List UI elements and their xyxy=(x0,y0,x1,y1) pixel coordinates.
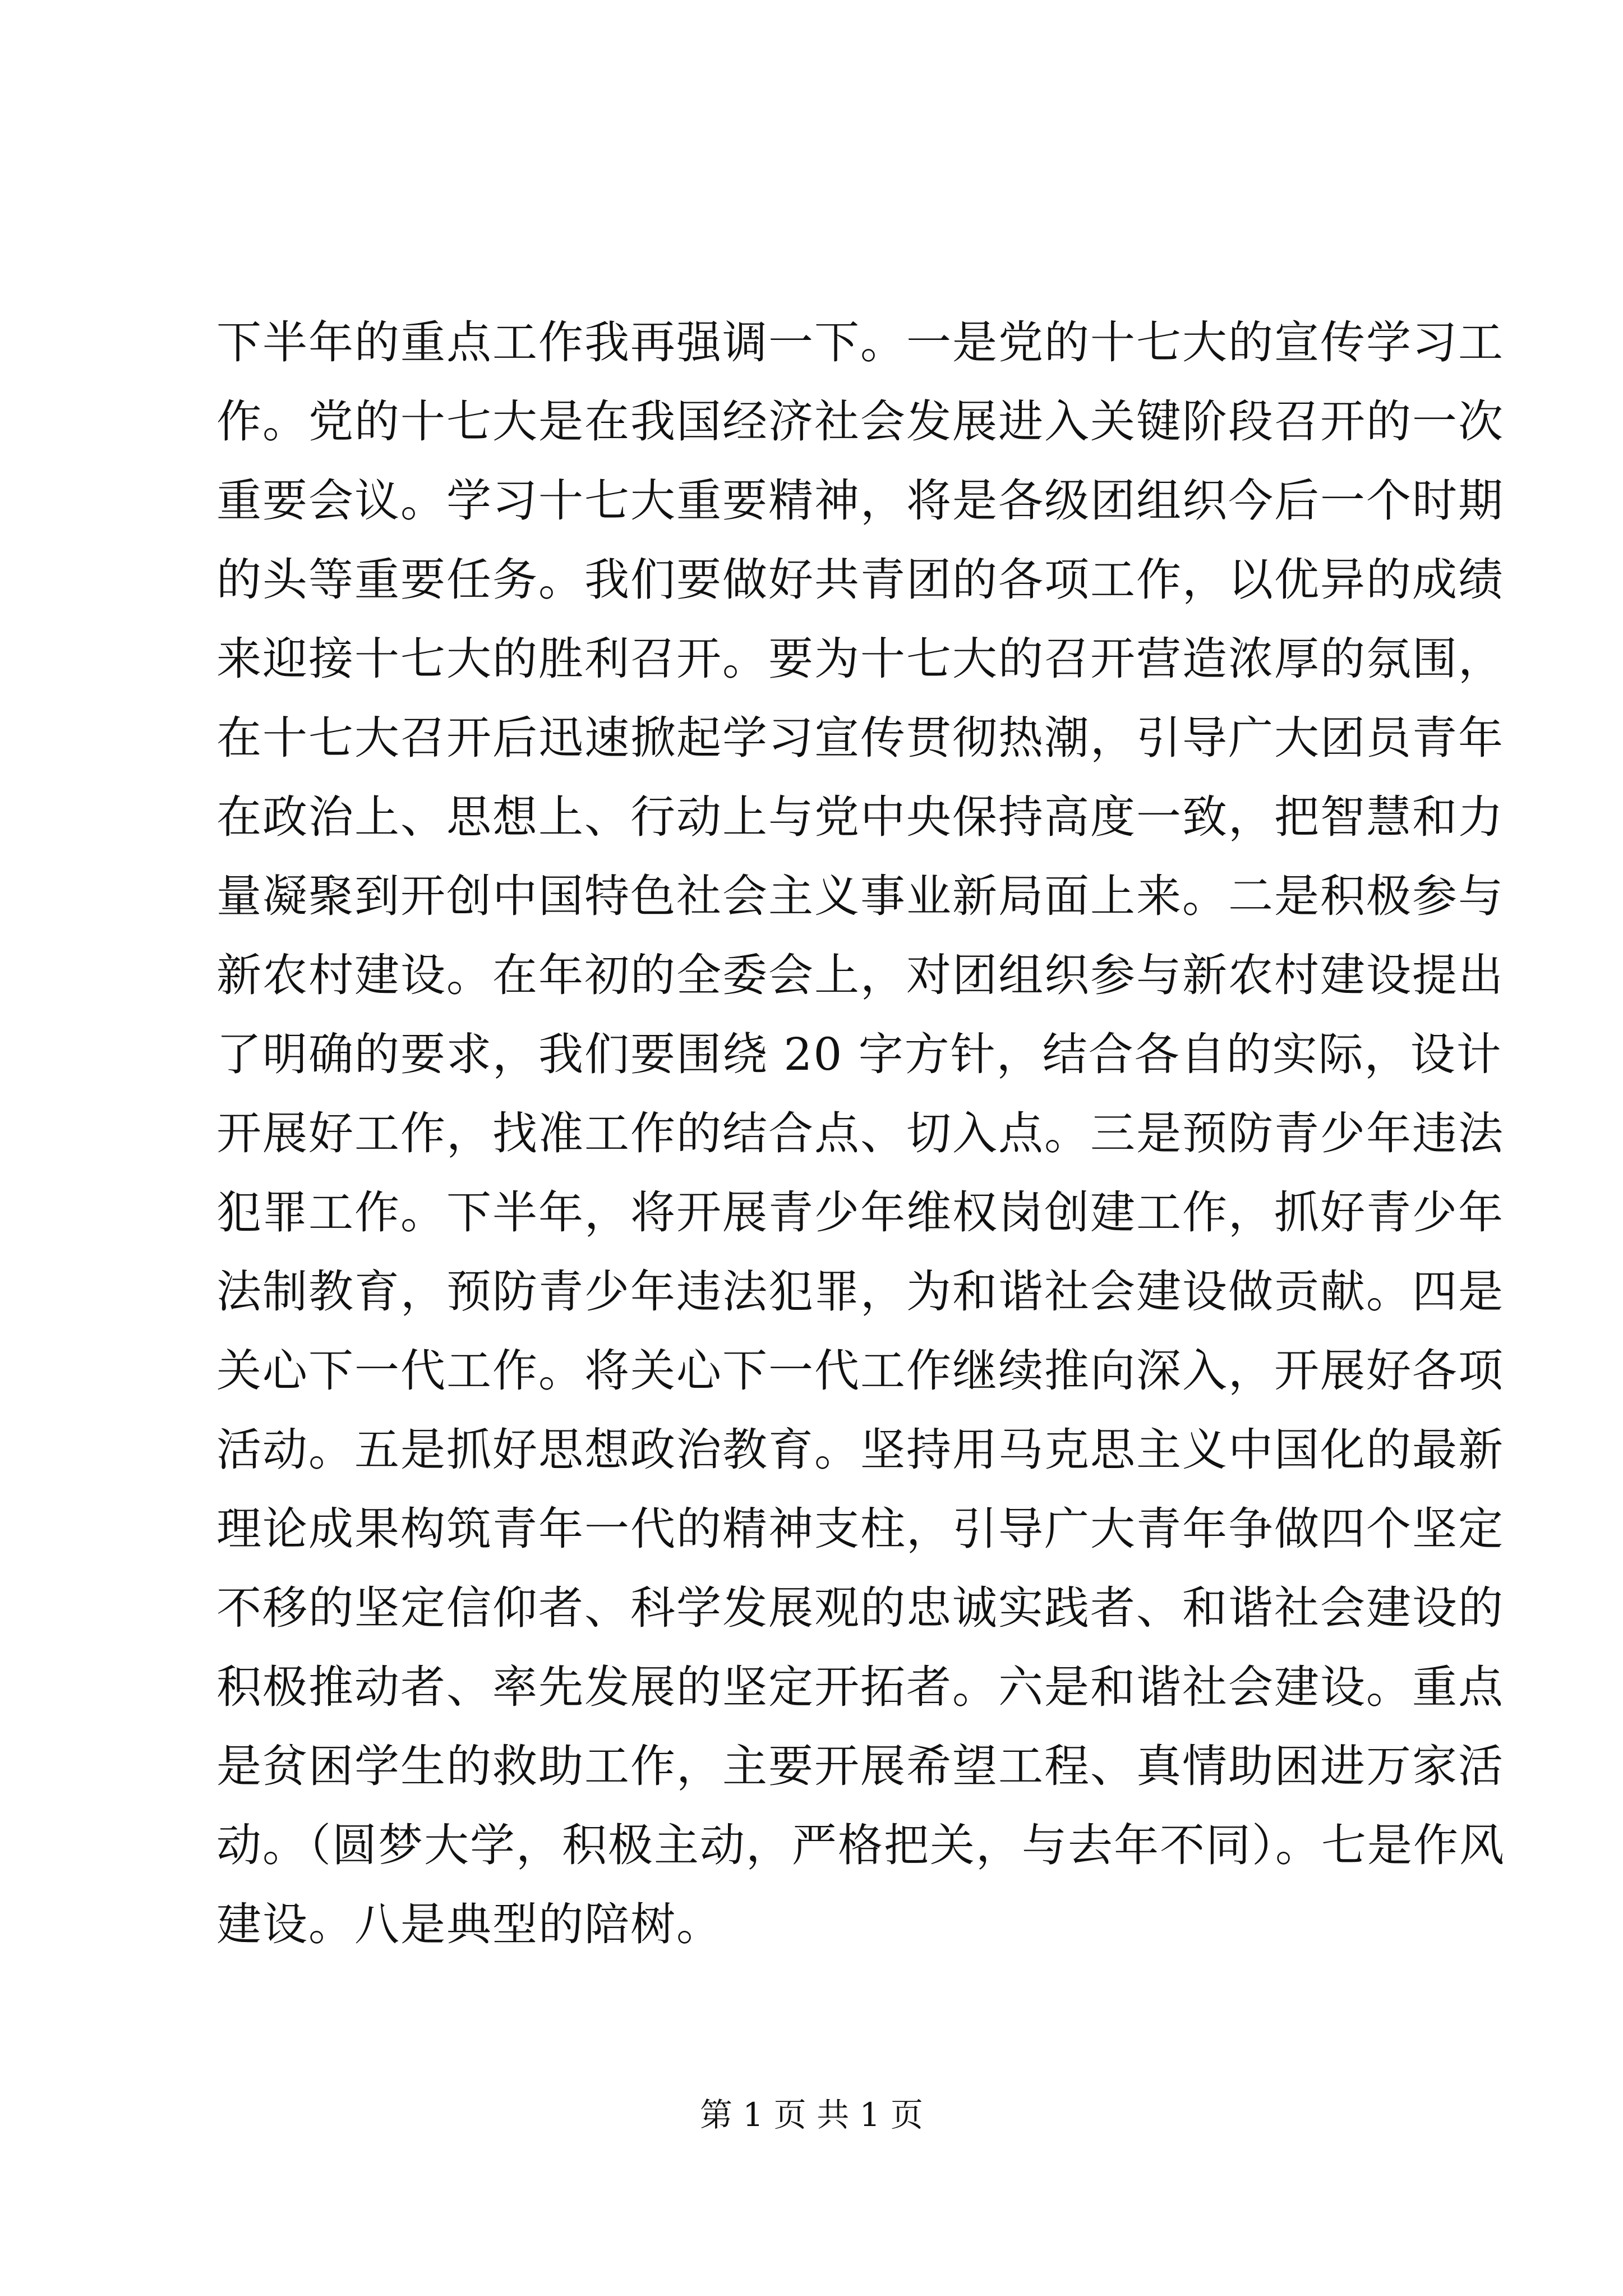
text-line: 开展好工作，找准工作的结合点、切入点。三是预防青少年违法 xyxy=(216,1107,1504,1159)
text-line: 来迎接十七大的胜利召开。要为十七大的召开营造浓厚的氛围， xyxy=(216,633,1504,685)
text-line: 不移的坚定信仰者、科学发展观的忠诚实践者、和谐社会建设的 xyxy=(216,1582,1504,1634)
text-line: 法制教育，预防青少年违法犯罪，为和谐社会建设做贡献。四是 xyxy=(216,1266,1504,1318)
text-line: 量凝聚到开创中国特色社会主义事业新局面上来。二是积极参与 xyxy=(216,870,1504,922)
text-line: 新农村建设。在年初的全委会上，对团组织参与新农村建设提出 xyxy=(216,949,1504,1001)
text-line: 作。党的十七大是在我国经济社会发展进入关键阶段召开的一次 xyxy=(216,395,1504,448)
text-line: 建设。八是典型的陪树。 xyxy=(216,1898,722,1950)
text-line: 理论成果构筑青年一代的精神支柱，引导广大青年争做四个坚定 xyxy=(216,1503,1504,1555)
text-line: 了明确的要求，我们要围绕 20 字方针，结合各自的实际，设计 xyxy=(216,1028,1502,1080)
text-line: 犯罪工作。下半年，将开展青少年维权岗创建工作，抓好青少年 xyxy=(216,1186,1504,1239)
text-line: 积极推动者、率先发展的坚定开拓者。六是和谐社会建设。重点 xyxy=(216,1661,1504,1713)
text-line: 重要会议。学习十七大重要精神，将是各级团组织今后一个时期 xyxy=(216,475,1504,527)
text-line: 下半年的重点工作我再强调一下。一是党的十七大的宣传学习工 xyxy=(216,316,1504,369)
text-line: 活动。五是抓好思想政治教育。坚持用马克思主义中国化的最新 xyxy=(216,1424,1504,1476)
text-line: 动。（圆梦大学，积极主动，严格把关，与去年不同）。七是作风 xyxy=(216,1819,1505,1871)
page-footer: 第 1 页 共 1 页 xyxy=(700,2096,923,2134)
text-line: 在政治上、思想上、行动上与党中央保持高度一致，把智慧和力 xyxy=(216,791,1504,843)
text-line: 是贫困学生的救助工作，主要开展希望工程、真情助困进万家活 xyxy=(216,1740,1504,1792)
text-line: 的头等重要任务。我们要做好共青团的各项工作，以优异的成绩 xyxy=(216,554,1504,606)
text-line: 关心下一代工作。将关心下一代工作继续推向深入，开展好各项 xyxy=(216,1345,1504,1397)
text-line: 在十七大召开后迅速掀起学习宣传贯彻热潮，引导广大团员青年 xyxy=(216,712,1504,764)
body-paragraph xyxy=(216,303,1505,1964)
